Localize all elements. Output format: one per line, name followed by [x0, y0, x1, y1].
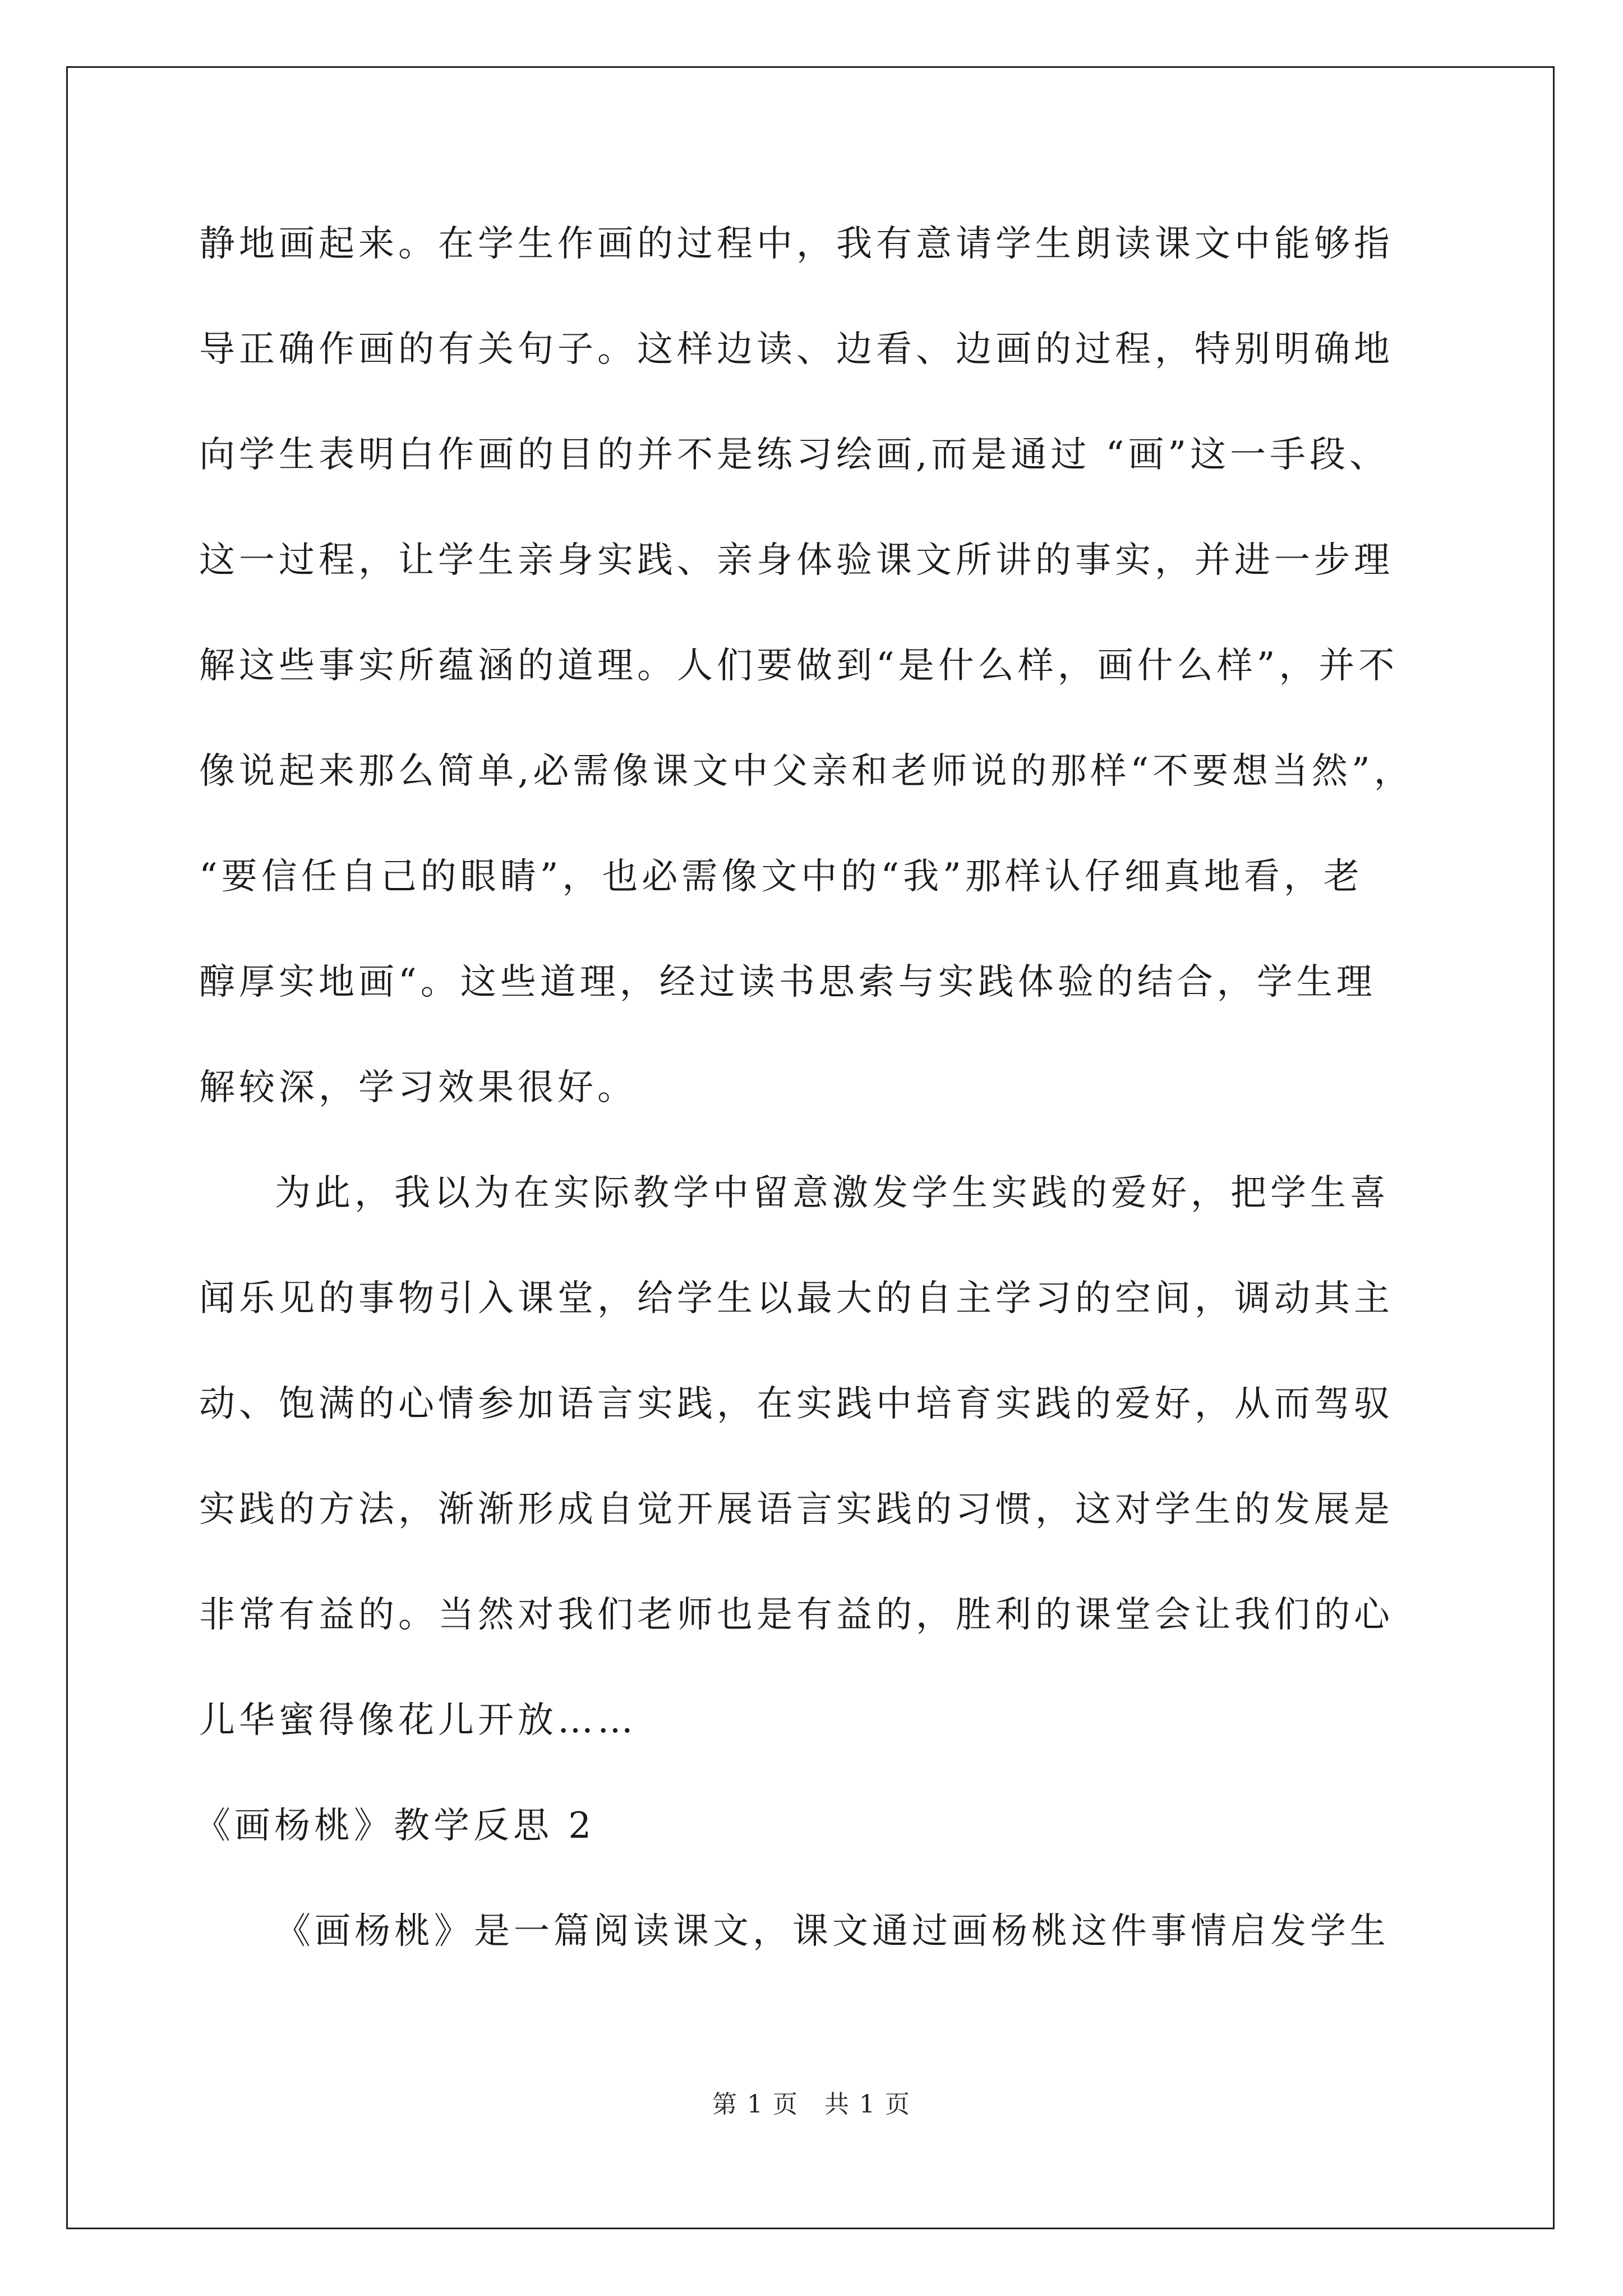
text-line: 像说起来那么简单,必需像课文中父亲和老师说的那样“不要想当然”，: [199, 751, 1414, 792]
text-line: 静地画起来。在学生作画的过程中，我有意请学生朗读课文中能够指: [199, 223, 1394, 265]
text-line: 动、饱满的心情参加语言实践，在实践中培育实践的爱好，从而驾驭: [199, 1383, 1394, 1425]
document-body: [195, 213, 1427, 2006]
text-line: 解较深，学习效果很好。: [199, 1067, 637, 1108]
text-line: 非常有益的。当然对我们老师也是有益的，胜利的课堂会让我们的心: [199, 1594, 1394, 1636]
text-line: 这一过程，让学生亲身实践、亲身体验课文所讲的事实，并进一步理: [199, 540, 1394, 581]
text-line: 解这些事实所蕴涵的道理。人们要做到“是什么样，画什么样”，并不: [199, 645, 1399, 687]
text-line: 向学生表明白作画的目的并不是练习绘画,而是通过 “画”这一手段、: [199, 434, 1390, 476]
text-line: 闻乐见的事物引入课堂，给学生以最大的自主学习的空间，调动其主: [199, 1278, 1394, 1319]
page-number-footer: 第 1 页 共 1 页: [712, 2090, 911, 2119]
text-line: “要信任自己的眼睛”，也必需像文中的“我”那样认仔细真地看，老: [199, 856, 1363, 898]
paragraph-start-line: 《画杨桃》是一篇阅读课文，课文通过画杨桃这件事情启发学生: [275, 1911, 1390, 1952]
text-line: 实践的方法，渐渐形成自觉开展语言实践的习惯，这对学生的发展是: [199, 1489, 1394, 1530]
section-heading: 《画杨桃》教学反思 2: [195, 1805, 596, 1847]
text-line: 儿华蜜得像花儿开放……: [199, 1700, 637, 1741]
text-line: 导正确作画的有关句子。这样边读、边看、边画的过程，特别明确地: [199, 329, 1394, 370]
paragraph-start-line: 为此，我以为在实际教学中留意激发学生实践的爱好，把学生喜: [275, 1172, 1390, 1214]
text-line: 醇厚实地画“。这些道理，经过读书思索与实践体验的结合，学生理: [199, 961, 1376, 1003]
